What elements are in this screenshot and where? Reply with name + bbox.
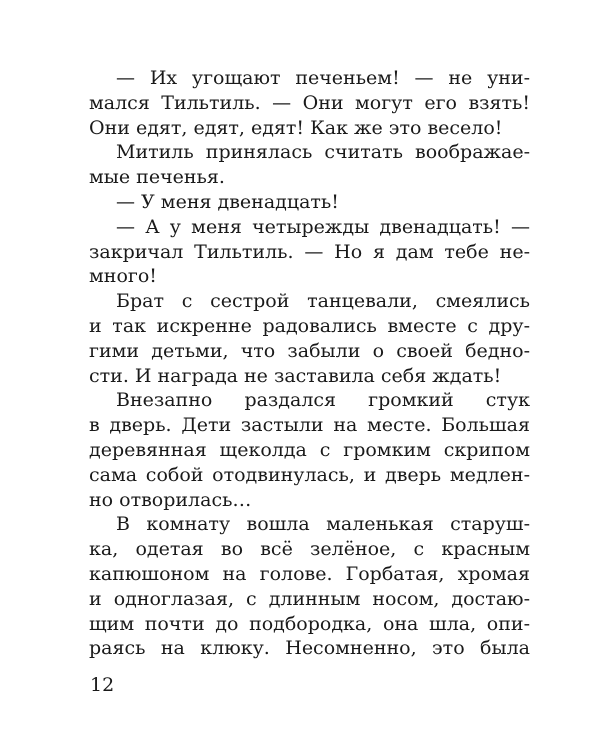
text-line: В комнату вошла маленькая старуш- <box>116 513 530 536</box>
text-line: и так искренне радовались вместе с дру- <box>89 314 530 337</box>
text-line: в дверь. Дети застыли на месте. Большая <box>89 414 530 437</box>
text-line: мые печенья. <box>89 166 225 189</box>
text-line: Митиль принялась считать воображае- <box>116 141 530 164</box>
text-line: закричал Тильтиль. — Но я дам тебе не- <box>89 240 530 263</box>
text-line: ка, одетая во всё зелёное, с красным <box>89 538 530 561</box>
text-line: сама собой отодвинулась, и дверь медлен- <box>89 463 530 486</box>
text-line: щим почти до подбородка, она шла, опи- <box>89 612 530 635</box>
text-line: и одноглазая, с длинным носом, достаю- <box>89 587 530 610</box>
text-line: Внезапно раздался громкий стук <box>116 389 530 412</box>
text-line: Они едят, едят, едят! Как же это весело! <box>89 116 503 139</box>
text-line: — А у меня четырежды двенадцать! — <box>116 215 530 238</box>
text-line: Брат с сестрой танцевали, смеялись <box>116 290 530 313</box>
text-line: — У меня двенадцать! <box>116 190 339 213</box>
text-line: много! <box>89 265 157 288</box>
text-line: мался Тильтиль. — Они могут его взять! <box>89 91 530 114</box>
page-body-text <box>89 66 530 661</box>
text-line: гими детьми, что забыли о своей бедно- <box>89 339 530 362</box>
text-line: деревянная щеколда с громким скрипом <box>89 438 530 461</box>
page-number: 12 <box>90 674 115 696</box>
text-line: но отворилась… <box>89 488 252 511</box>
text-line: — Их угощают печеньем! — не уни- <box>116 67 530 89</box>
text-line: капюшоном на голове. Горбатая, хромая <box>89 562 530 585</box>
text-line: раясь на клюку. Несомненно, это была <box>89 637 530 660</box>
text-line: сти. И награда не заставила себя ждать! <box>89 364 502 387</box>
